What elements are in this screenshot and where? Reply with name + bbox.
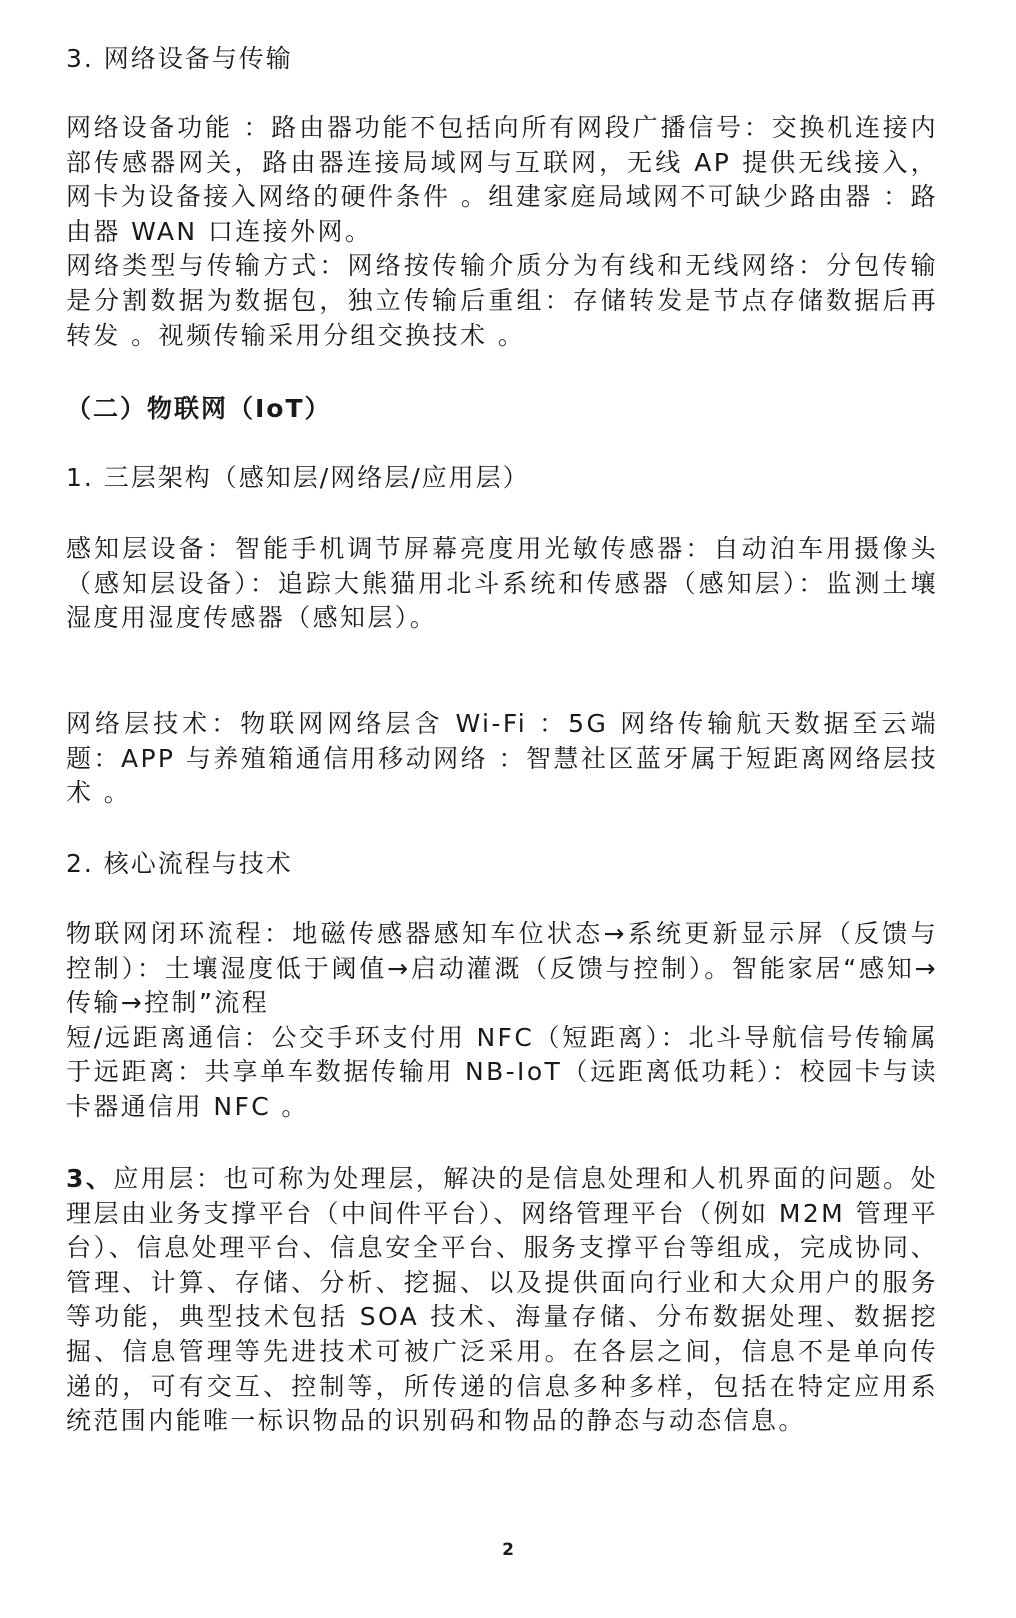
text-distance-communication: 短/远距离通信：公交手环支付用 NFC（短距离）：北斗导航信号传输属于远距离：共享单车数据传输用 NB-IoT（远距离低功耗）：校园卡与读卡器通信用 NFC 。 [66, 1022, 938, 1121]
page-number: 2 [502, 1540, 514, 1560]
heading-iot: （二）物联网（IoT） [66, 394, 332, 423]
heading-three-layer-architecture: 1. 三层架构（感知层/网络层/应用层） [66, 463, 530, 492]
text-sensing-layer: 感知层设备：智能手机调节屏幕亮度用光敏传感器：自动泊车用摄像头（感知层设备）：追踪大熊猫用北斗系统和传感器（感知层）：监测土壤湿度用湿度传感器（感知层）。 [66, 534, 938, 633]
text-network-devices: 网络设备功能 ：路由器功能不包括向所有网段广播信号：交换机连接内部传感器网关，路由器连接局域网与互联网，无线 AP 提供无线接入，网卡为设备接入网络的硬件条件 。组建家庭局域网不可缺少路由器 ：路由器 WAN 口连接外网。 [66, 113, 938, 246]
heading-core-process: 2. 核心流程与技术 [66, 849, 293, 878]
paragraph-application-layer [66, 1162, 938, 1439]
paragraph-network-layer [66, 707, 938, 811]
application-layer-number: 3、 [66, 1164, 114, 1193]
text-application-layer: 应用层：也可称为处理层，解决的是信息处理和人机界面的问题。处理层由业务支撑平台（中间件平台）、网络管理平台（例如 M2M 管理平台）、信息处理平台、信息安全平台、服务支撑平台等组成，完成协同、管理、计算、存储、分析、挖掘、以及提供面向行业和大众用户的服务等功能，典型技术包括 SOA 技术、海量存储、分布数据处理、数据挖掘、信息管理等先进技术可被广泛采用。在各层之间，信息不是单向传递的，可有交互、控制等，所传递的信息多种多样，包括在特定应用系统范围内能唯一标识物品的识别码和物品的静态与动态信息。 [66, 1164, 938, 1436]
text-network-types: 网络类型与传输方式：网络按传输介质分为有线和无线网络：分包传输是分割数据为数据包，独立传输后重组：存储转发是节点存储数据后再转发 。视频传输采用分组交换技术 。 [66, 251, 938, 350]
paragraph-sensing-layer [66, 532, 938, 636]
paragraph-core-process [66, 917, 938, 1125]
text-closed-loop: 物联网闭环流程：地磁传感器感知车位状态→系统更新显示屏（反馈与控制）：土壤湿度低于阈值→启动灌溉（反馈与控制）。智能家居“感知→传输→控制”流程 [66, 919, 938, 1018]
heading-network-transmission: 3. 网络设备与传输 [66, 44, 293, 73]
paragraph-network-devices [66, 111, 938, 353]
text-network-layer: 网络层技术：物联网网络层含 Wi-Fi ：5G 网络传输航天数据至云端题：APP 与养殖箱通信用移动网络 ：智慧社区蓝牙属于短距离网络层技术 。 [66, 709, 938, 808]
